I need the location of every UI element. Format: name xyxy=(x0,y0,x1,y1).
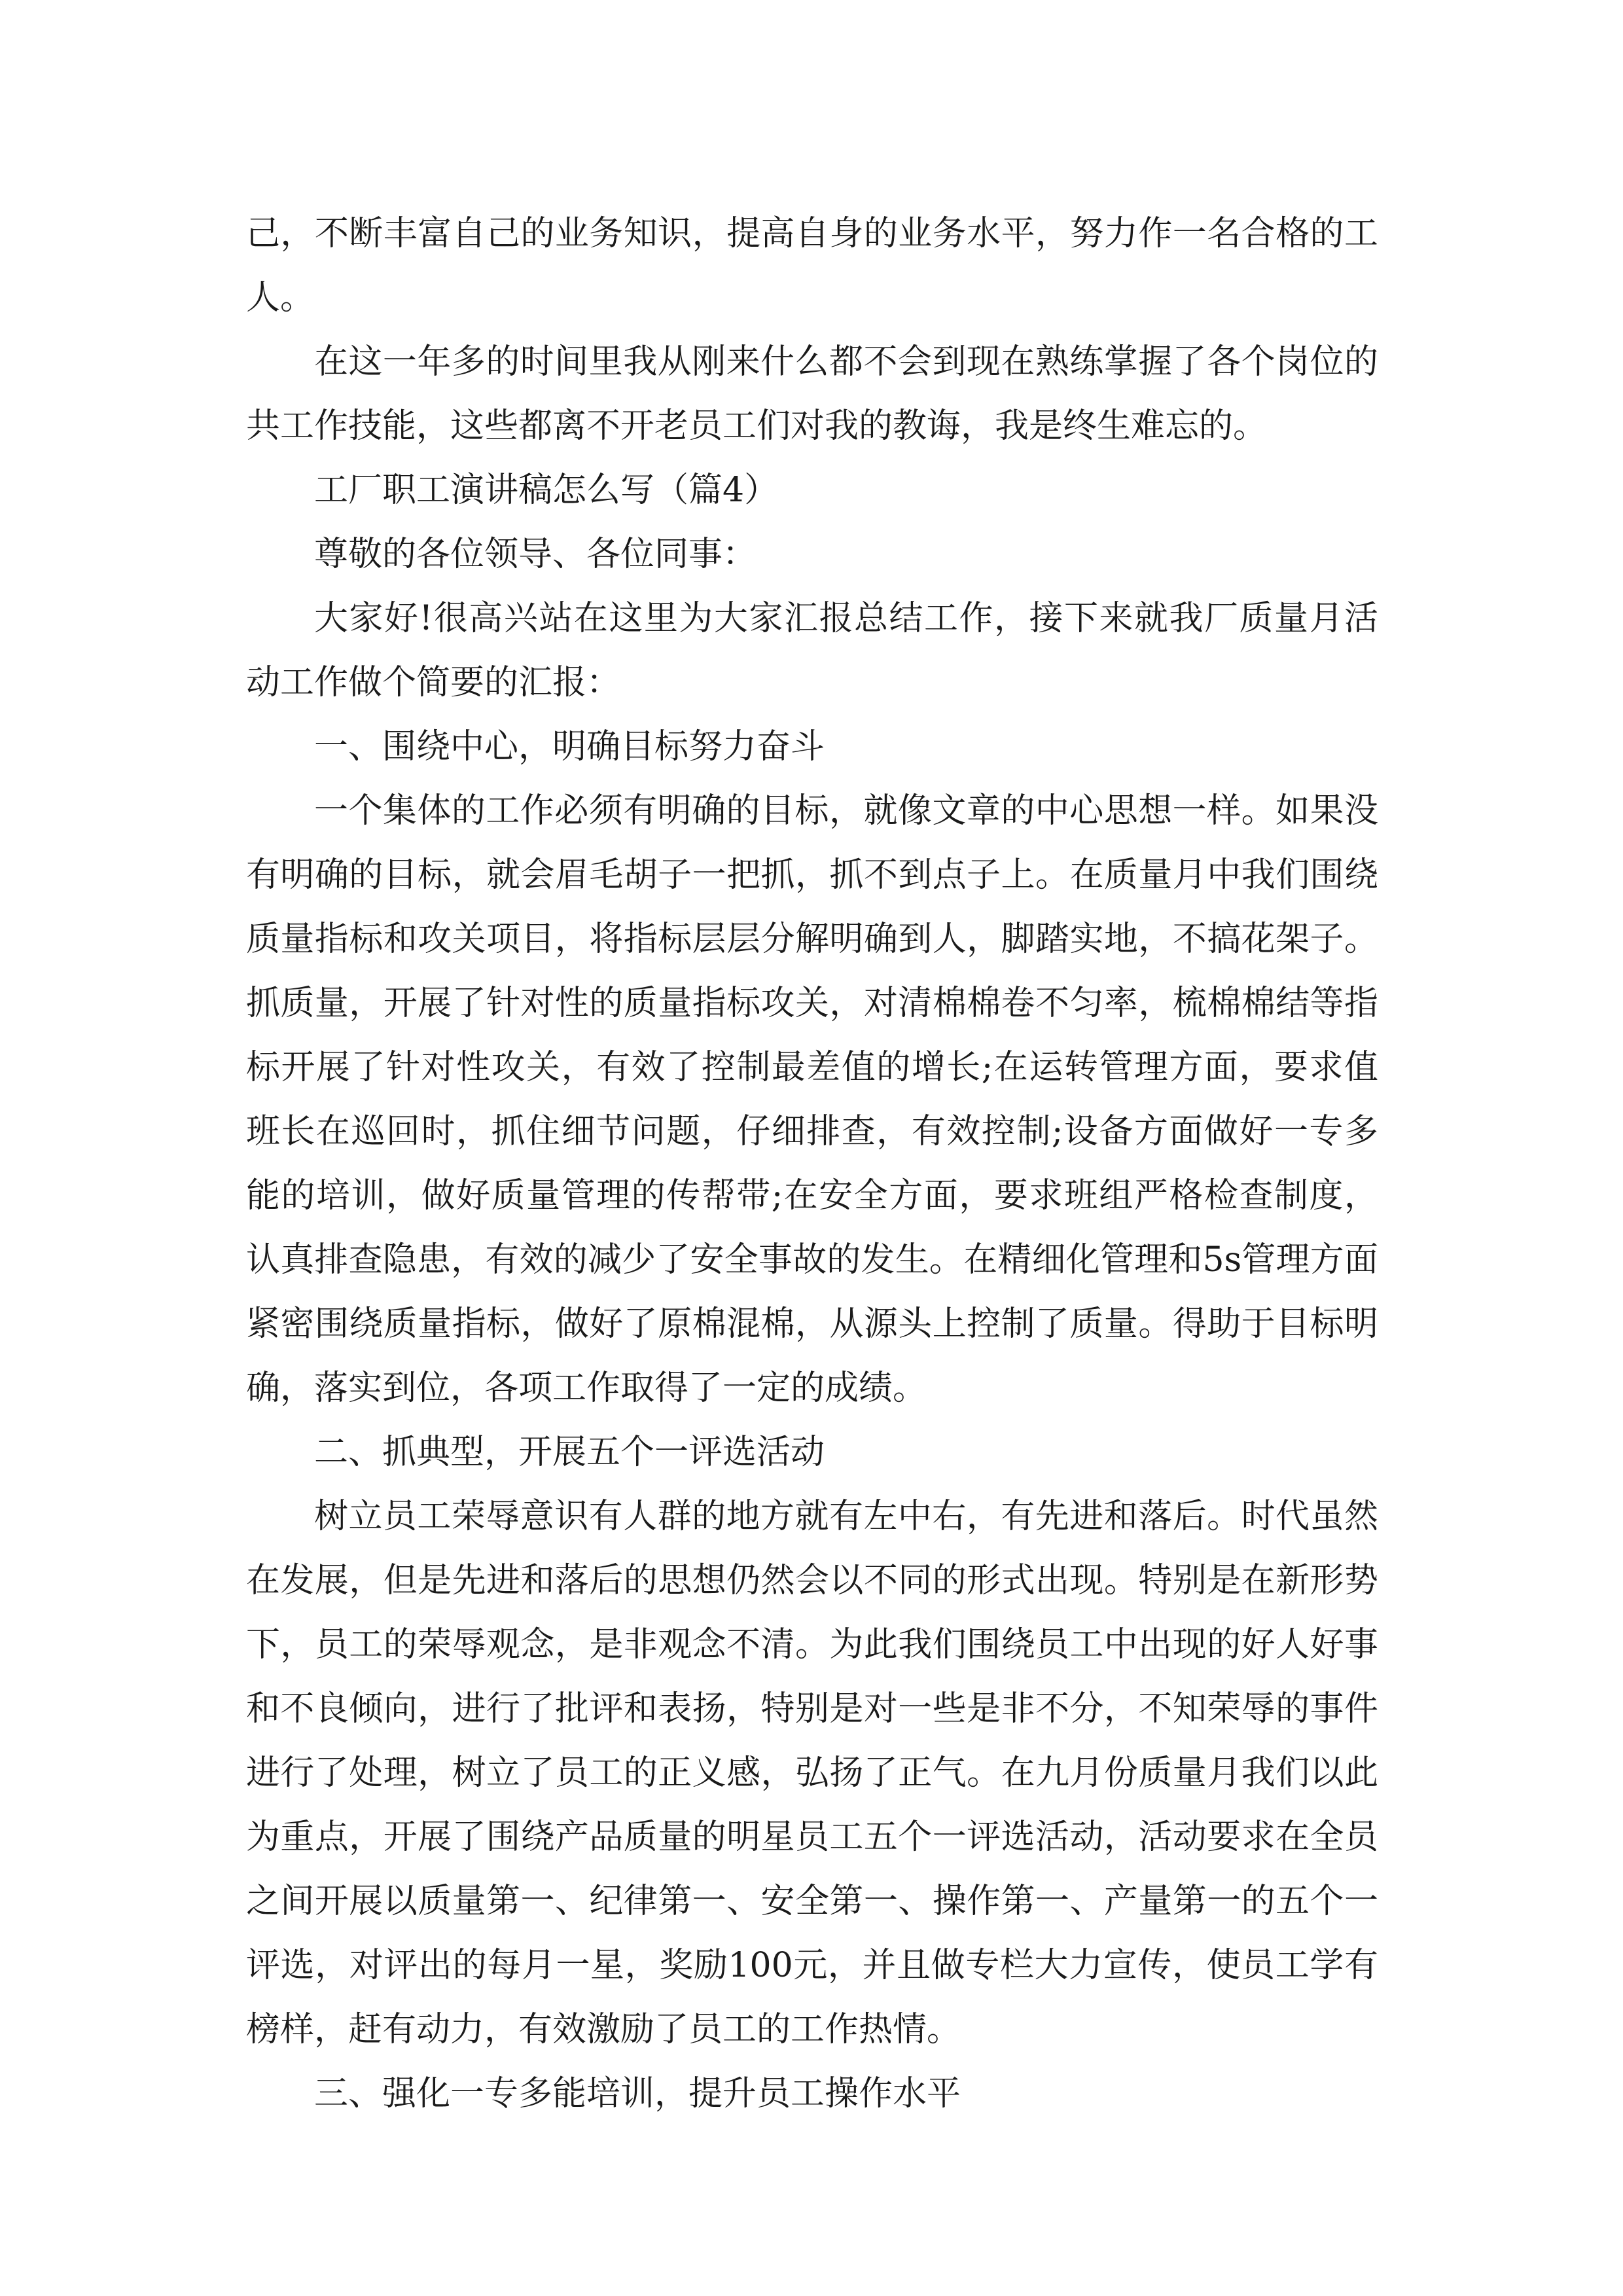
heading-one: 一、围绕中心，明确目标努力奋斗 xyxy=(314,727,825,766)
paragraph-continuation: 己，不断丰富自己的业务知识，提高自身的业务水平，努力作一名合格的工人。 xyxy=(246,214,1378,317)
section-title: 工厂职工演讲稿怎么写（篇4） xyxy=(314,471,779,510)
heading-two: 二、抓典型，开展五个一评选活动 xyxy=(314,1433,825,1472)
document-body xyxy=(246,202,1378,2126)
paragraph-evaluation: 树立员工荣辱意识有人群的地方就有左中右，有先进和落后。时代虽然在发展，但是先进和落后的思想仍然会以不同的形式出现。特别是在新形势下，员工的荣辱观念，是非观念不清。为此我们围绕员工中出现的好人好事和不良倾向，进行了批评和表扬，特别是对一些是非不分，不知荣辱的事件进行了处理，树立了员工的正义感，弘扬了正气。在九月份质量月我们以此为重点，开展了围绕产品质量的明星员工五个一评选活动，活动要求在全员之间开展以质量第一、纪律第一、安全第一、操作第一、产量第一的五个一评选，对评出的每月一星，奖励100元，并且做专栏大力宣传，使员工学有榜样，赶有动力，有效激励了员工的工作热情。 xyxy=(246,1497,1378,2049)
paragraph-goals: 一个集体的工作必须有明确的目标，就像文章的中心思想一样。如果没有明确的目标，就会眉毛胡子一把抓，抓不到点子上。在质量月中我们围绕质量指标和攻关项目，将指标层层分解明确到人，脚踏实地，不搞花架子。抓质量，开展了针对性的质量指标攻关，对清棉棉卷不匀率，梳棉棉结等指标开展了针对性攻关，有效了控制最差值的增长;在运转管理方面，要求值班长在巡回时，抓住细节问题，仔细排查，有效控制;设备方面做好一专多能的培训，做好质量管理的传帮带;在安全方面，要求班组严格检查制度，认真排查隐患，有效的减少了安全事故的发生。在精细化管理和5s管理方面紧密围绕质量指标，做好了原棉混棉，从源头上控制了质量。得助于目标明确，落实到位，各项工作取得了一定的成绩。 xyxy=(246,791,1378,1408)
paragraph-opening: 大家好!很高兴站在这里为大家汇报总结工作，接下来就我厂质量月活动工作做个简要的汇报： xyxy=(246,599,1378,702)
paragraph-experience: 在这一年多的时间里我从刚来什么都不会到现在熟练掌握了各个岗位的共工作技能，这些都离不开老员工们对我的教诲，我是终生难忘的。 xyxy=(246,342,1378,446)
salutation: 尊敬的各位领导、各位同事： xyxy=(314,535,757,574)
heading-three: 三、强化一专多能培训，提升员工操作水平 xyxy=(314,2074,961,2113)
